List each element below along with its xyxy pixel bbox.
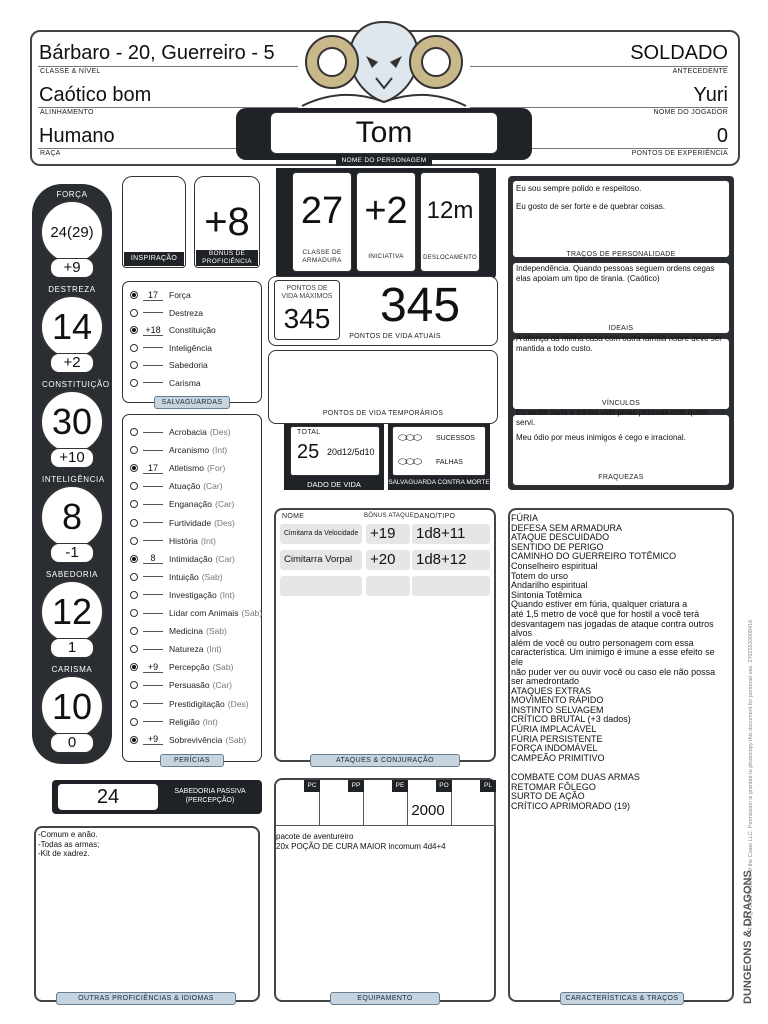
- ability-score-field[interactable]: [40, 580, 104, 644]
- skill-name: Intimidação: [169, 553, 213, 564]
- feature-line: ATAQUE DESCUIDADO: [511, 532, 610, 543]
- skill-ability: (Sab): [201, 571, 223, 582]
- skill-ability: (Int): [206, 644, 222, 655]
- skill-name: Natureza: [169, 644, 204, 655]
- skill-value[interactable]: [143, 522, 163, 523]
- race-label: RAÇA: [40, 150, 61, 157]
- hit-dice-box[interactable]: [290, 426, 380, 476]
- ability-name: CARISMA: [51, 665, 93, 674]
- save-value[interactable]: +18: [143, 325, 163, 336]
- proficiency-dot-icon[interactable]: [130, 700, 138, 708]
- skill-row[interactable]: [130, 515, 235, 531]
- xp-label: PONTOS DE EXPERIÊNCIA: [631, 150, 728, 157]
- proficiency-dot-icon[interactable]: [130, 627, 138, 635]
- attacks-col-bonus: BÔNUS ATAQUE: [364, 513, 415, 519]
- proficiency-dot-icon[interactable]: [130, 609, 138, 617]
- ability-score-field[interactable]: [40, 390, 104, 454]
- skill-value[interactable]: [143, 594, 163, 595]
- coin-label: PP: [348, 780, 364, 792]
- skill-value[interactable]: [143, 631, 163, 632]
- ability-score-field[interactable]: [40, 675, 104, 739]
- feature-line: além de você ou outro personagem com essa: [511, 637, 694, 648]
- ideals-label: IDEAIS: [608, 325, 634, 332]
- skill-row[interactable]: [130, 569, 223, 585]
- skill-row[interactable]: [130, 605, 262, 621]
- skill-row[interactable]: [130, 677, 232, 693]
- skill-ability: (Int): [219, 589, 235, 600]
- class-level-line: [38, 66, 298, 67]
- skill-value[interactable]: 8: [143, 553, 163, 564]
- armor-class-value: 27: [300, 190, 344, 232]
- other-prof-line: -Comum e anão.: [38, 830, 98, 839]
- ability-score: 24(29): [50, 223, 94, 241]
- save-row[interactable]: [130, 375, 201, 391]
- save-name: Carisma: [169, 377, 201, 388]
- hp-current-label: PONTOS DE VIDA ATUAIS: [349, 333, 441, 340]
- class-level-label: CLASSE & NÍVEL: [40, 68, 101, 75]
- skill-ability: (Int): [202, 716, 218, 727]
- ability-0: [36, 190, 108, 282]
- ability-score-field[interactable]: [40, 295, 104, 359]
- proficiency-dot-icon[interactable]: [130, 482, 138, 490]
- ability-score-field[interactable]: [40, 485, 104, 549]
- flaws-label: FRAQUEZAS: [598, 474, 644, 481]
- saves-label: SALVAGUARDAS: [154, 396, 230, 409]
- feature-line: Conselheiro espiritual: [511, 560, 598, 571]
- traits-text: [516, 184, 726, 211]
- skill-value[interactable]: [143, 432, 163, 433]
- save-row[interactable]: [130, 305, 203, 321]
- equipment-line: pacote de aventureiro: [276, 832, 354, 841]
- proficiency-dot-icon[interactable]: [130, 500, 138, 508]
- hit-dice-total-value: 25: [297, 441, 320, 463]
- skills-label: PERÍCIAS: [160, 754, 224, 767]
- skill-name: Furtividade: [169, 517, 212, 528]
- other-prof-line: -Todas as armas;: [38, 839, 100, 849]
- passive-perception-field[interactable]: [58, 784, 158, 810]
- skill-ability: (For): [206, 463, 226, 474]
- skill-row[interactable]: [130, 587, 235, 603]
- ability-name: INTELIGÊNCIA: [42, 475, 105, 484]
- skill-name: Religião: [169, 716, 200, 727]
- save-name: Destreza: [169, 307, 204, 318]
- skill-name: Sobrevivência: [169, 734, 223, 745]
- proficiency-dot-icon[interactable]: [130, 446, 138, 454]
- skill-value[interactable]: [143, 504, 163, 505]
- ability-score: 14: [51, 306, 93, 347]
- attack-damage[interactable]: [412, 576, 490, 596]
- copyright-side-text: TM & © 2020 Wizards of the Coast LLC. Permission is granted to photocopy this document for personal use. 27025533000416: [748, 619, 754, 930]
- background-label: ANTECEDENTE: [672, 68, 728, 75]
- skill-ability: (Car): [215, 553, 235, 564]
- background-value[interactable]: SOLDADO: [630, 42, 728, 64]
- dnd-logo: DUNGEONS & DRAGONS: [742, 870, 754, 1004]
- save-value[interactable]: [143, 382, 163, 383]
- proficiency-dot-icon[interactable]: [130, 555, 138, 563]
- feature-line: CAMPEÃO PRIMITIVO: [511, 752, 605, 763]
- attack-bonus[interactable]: +19: [366, 524, 410, 544]
- proficiency-dot-icon[interactable]: [130, 309, 138, 317]
- proficiency-dot-icon[interactable]: [130, 718, 138, 726]
- proficiency-dot-icon[interactable]: [130, 379, 138, 387]
- proficiency-dot-icon[interactable]: [130, 519, 138, 527]
- ability-modifier[interactable]: 0: [50, 733, 94, 753]
- character-name-label: NOME DO PERSONAGEM: [336, 156, 432, 166]
- other-proficiencies-label: OUTRAS PROFICIÊNCIAS & IDIOMAS: [56, 992, 236, 1005]
- feature-line: CRÍTICO APRIMORADO (19): [511, 800, 631, 811]
- hit-dice-total-label: TOTAL: [297, 429, 321, 436]
- skill-ability: (Int): [200, 535, 216, 546]
- skill-value[interactable]: +9: [143, 734, 163, 745]
- attack-damage[interactable]: 1d8+11: [412, 524, 490, 544]
- bonds-label: VÍNCULOS: [601, 400, 641, 407]
- feature-line: SURTO DE AÇÃO: [511, 791, 585, 802]
- hit-dice-value: 20d12/5d10: [327, 447, 375, 457]
- proficiency-dot-icon[interactable]: [130, 344, 138, 352]
- hp-temp-label: PONTOS DE VIDA TEMPORÁRIOS: [322, 410, 444, 417]
- alignment-value[interactable]: Caótico bom: [39, 84, 152, 106]
- skill-value[interactable]: [143, 703, 163, 704]
- skill-ability: (Car): [203, 481, 223, 492]
- race-line: [38, 148, 268, 149]
- speed-value: 12m: [426, 197, 474, 224]
- coin-label: PC: [304, 780, 320, 792]
- proficiency-dot-icon[interactable]: [130, 326, 138, 334]
- proficiency-dot-icon[interactable]: [130, 464, 138, 472]
- ability-score: 10: [51, 686, 93, 727]
- skill-name: Acrobacia: [169, 427, 207, 437]
- features-text: [511, 514, 731, 811]
- ability-3: [36, 475, 108, 567]
- ability-score: 8: [61, 496, 83, 537]
- ability-modifier[interactable]: -1: [50, 543, 94, 563]
- other-prof-line: -Kit de xadrez.: [38, 849, 90, 858]
- feature-line: Quando estiver em fúria, qualquer criatura a: [511, 599, 688, 610]
- initiative-value: +2: [364, 190, 408, 232]
- save-name: Sabedoria: [169, 360, 208, 370]
- flaws-line: Meu ódio por meus inimigos é cego e irracional.: [516, 433, 686, 442]
- skill-ability: (Des): [214, 517, 235, 528]
- proficiency-label: BÔNUS DE PROFICIÊNCIA: [196, 250, 258, 266]
- proficiency-dot-icon[interactable]: [130, 573, 138, 581]
- attack-name[interactable]: Cimitarra da Velocidade: [280, 524, 362, 544]
- attack-name[interactable]: Cimitarra Vorpal: [280, 550, 362, 570]
- attack-bonus[interactable]: [366, 576, 410, 596]
- proficiency-dot-icon[interactable]: [130, 591, 138, 599]
- save-value[interactable]: [143, 347, 163, 348]
- traits-label: TRAÇOS DE PERSONALIDADE: [566, 251, 676, 258]
- attack-damage[interactable]: 1d8+12: [412, 550, 490, 570]
- feature-line: característica. Um inimigo é imune a esse efeito se: [511, 647, 715, 658]
- character-name-field[interactable]: [270, 112, 498, 154]
- proficiency-dot-icon[interactable]: [130, 428, 138, 436]
- skill-ability: (Des): [227, 698, 249, 709]
- ability-name: CONSTITUIÇÃO: [42, 380, 110, 389]
- skill-value[interactable]: [143, 649, 163, 650]
- skill-value[interactable]: [143, 613, 163, 614]
- speed-box[interactable]: [420, 172, 480, 272]
- death-saves-label: SALVAGUARDA CONTRA MORTE: [388, 479, 490, 486]
- proficiency-dot-icon[interactable]: [130, 645, 138, 653]
- flaws-text: [516, 408, 726, 443]
- skill-name: Investigação: [169, 589, 217, 600]
- ram-skull-emblem-icon: [292, 16, 476, 116]
- ability-modifier[interactable]: 1: [50, 638, 94, 658]
- armor-class-box[interactable]: [292, 172, 352, 272]
- initiative-box[interactable]: [356, 172, 416, 272]
- feature-line: SENTIDO DE PERIGO: [511, 541, 604, 552]
- skill-ability: (Des): [209, 427, 231, 437]
- class-level-value[interactable]: Bárbaro - 20, Guerreiro - 5: [39, 42, 275, 64]
- skill-row[interactable]: [130, 623, 227, 639]
- hp-max-label: PONTOS DE VIDA MÁXIMOS: [281, 285, 333, 300]
- skill-value[interactable]: [143, 486, 163, 487]
- death-success-marks[interactable]: ⬭⬭⬭: [398, 432, 421, 444]
- attacks-col-dmg: DANO/TIPO: [414, 513, 456, 520]
- ability-5: [36, 665, 108, 757]
- hp-max-box[interactable]: [274, 280, 340, 340]
- hp-current-value: 345: [379, 279, 461, 332]
- skill-ability: (Car): [215, 499, 235, 510]
- skill-name: Arcanismo: [169, 445, 210, 456]
- skill-row[interactable]: [130, 442, 227, 458]
- skill-row[interactable]: [130, 424, 231, 440]
- armor-class-label: CLASSE DE ARMADURA: [302, 249, 342, 264]
- coin-label: PE: [392, 780, 408, 792]
- skill-name: Persuasão: [169, 680, 210, 691]
- proficiency-dot-icon[interactable]: [130, 663, 138, 671]
- skill-name: Medicina: [169, 626, 204, 637]
- attack-name[interactable]: [280, 576, 362, 596]
- attack-bonus[interactable]: +20: [366, 550, 410, 570]
- coin-label: PO: [436, 780, 452, 792]
- skill-ability: (Car): [212, 680, 232, 691]
- ability-score-field[interactable]: [40, 200, 104, 264]
- save-name: Força: [169, 290, 191, 300]
- feature-line: ser amedrontado: [511, 676, 580, 687]
- save-name: Inteligência: [169, 342, 213, 353]
- ability-4: [36, 570, 108, 662]
- save-value[interactable]: [143, 312, 163, 313]
- feature-line: FÚRIA: [511, 513, 538, 523]
- alignment-label: ALINHAMENTO: [40, 109, 94, 116]
- skill-value[interactable]: [143, 685, 163, 686]
- player-label: NOME DO JOGADOR: [653, 109, 728, 116]
- traits-line: Eu gosto de ser forte e de quebrar coisas.: [516, 201, 665, 211]
- traits-line: Eu sou sempre polido e respeitoso.: [516, 184, 642, 193]
- attacks-col-name: NOME: [282, 513, 305, 520]
- coin-label: PL: [480, 780, 496, 792]
- feature-line: RETOMAR FÔLEGO: [511, 781, 596, 792]
- skill-ability: (Sab): [206, 626, 227, 637]
- xp-line: [500, 148, 728, 149]
- skill-value[interactable]: [143, 450, 163, 451]
- skill-value[interactable]: +9: [143, 662, 163, 673]
- skill-name: Percepção: [169, 662, 210, 673]
- ability-2: [36, 380, 108, 472]
- feature-line: CRÍTICO BRUTAL (+3 dados): [511, 714, 631, 725]
- proficiency-dot-icon[interactable]: [130, 537, 138, 545]
- skill-ability: (Sab): [225, 734, 247, 745]
- save-name: Constituição: [169, 325, 216, 335]
- save-row[interactable]: [130, 322, 216, 338]
- feature-line: Andarilho espiritual: [511, 580, 588, 591]
- skill-name: Enganação: [169, 499, 213, 510]
- skill-name: Intuição: [169, 571, 199, 582]
- equipment-line: 20x POÇÃO DE CURA MAIOR incomum 4d4+4: [276, 841, 446, 851]
- skill-value[interactable]: [143, 540, 163, 541]
- skill-name: História: [169, 535, 198, 546]
- skill-row[interactable]: [130, 714, 218, 730]
- equipment-label: EQUIPAMENTO: [330, 992, 440, 1005]
- proficiency-dot-icon[interactable]: [130, 291, 138, 299]
- proficiency-dot-icon[interactable]: [130, 681, 138, 689]
- skill-row[interactable]: [130, 641, 222, 657]
- proficiency-dot-icon[interactable]: [130, 361, 138, 369]
- character-name-value: Tom: [355, 116, 413, 149]
- equipment-text: [276, 832, 494, 851]
- ability-name: FORÇA: [56, 190, 88, 199]
- save-value[interactable]: 17: [143, 290, 163, 301]
- initiative-label: INICIATIVA: [368, 253, 404, 260]
- xp-value[interactable]: 0: [716, 125, 728, 147]
- skill-ability: (Sab): [241, 608, 263, 618]
- death-fail-label: FALHAS: [436, 459, 463, 466]
- skill-name: Prestidigitação: [169, 698, 225, 709]
- feature-line: MOVIMENTO RÁPIDO: [511, 695, 604, 706]
- attacks-label: ATAQUES & CONJURAÇÃO: [310, 754, 460, 767]
- inspiration-label: INSPIRAÇÃO: [124, 252, 184, 266]
- death-success-label: SUCESSOS: [436, 435, 475, 442]
- death-fail-marks[interactable]: ⬭⬭⬭: [398, 456, 421, 468]
- feature-line: até 1,5 metro de você que for hostil a você terá: [511, 608, 700, 619]
- feature-line: COMBATE COM DUAS ARMAS: [511, 772, 640, 783]
- proficiency-value: +8: [204, 200, 250, 244]
- ability-modifier[interactable]: +9: [50, 258, 94, 278]
- skill-value[interactable]: [143, 721, 163, 722]
- skill-ability: (Int): [212, 445, 228, 456]
- background-line: [470, 66, 728, 67]
- other-proficiencies-text: [38, 830, 258, 859]
- skill-value[interactable]: [143, 576, 163, 577]
- feature-line: FÚRIA IMPLACÁVEL: [511, 724, 597, 735]
- skill-ability: (Sab): [212, 662, 234, 673]
- hit-dice-label: DADO DE VIDA: [307, 480, 361, 489]
- feature-line: ATAQUES EXTRAS: [511, 685, 592, 696]
- save-row[interactable]: [130, 287, 191, 303]
- save-value[interactable]: [143, 365, 163, 366]
- passive-perception-value: 24: [96, 786, 120, 808]
- skill-row[interactable]: [130, 496, 234, 512]
- bonds-text: A aliança da minha casa com outra família nobre deve ser mantida a todo custo.: [516, 334, 722, 353]
- feature-line: Sintonia Totêmica: [511, 589, 582, 600]
- proficiency-dot-icon[interactable]: [130, 736, 138, 744]
- skill-name: Lidar com Animais: [169, 608, 239, 618]
- feature-line: FÚRIA PERSISTENTE: [511, 733, 603, 744]
- ability-modifier[interactable]: +2: [50, 353, 94, 373]
- skill-row[interactable]: [130, 732, 246, 748]
- skill-row[interactable]: [130, 460, 225, 476]
- ability-modifier[interactable]: +10: [50, 448, 94, 468]
- ability-1: [36, 285, 108, 377]
- feature-line: INSTINTO SELVAGEM: [511, 704, 604, 715]
- skill-value[interactable]: 17: [143, 463, 163, 474]
- skill-row[interactable]: [130, 533, 216, 549]
- player-value[interactable]: Yuri: [693, 84, 728, 106]
- skill-name: Atuação: [169, 481, 201, 492]
- ability-score: 12: [51, 591, 93, 632]
- attacks-panel: [274, 508, 496, 762]
- skill-name: Atletismo: [169, 463, 204, 474]
- skill-row[interactable]: [130, 551, 235, 567]
- ideals-text: Independência. Quando pessoas seguem ordens cegas elas apoiam um tipo de tirania. (Caótico): [516, 264, 715, 283]
- feature-line: ele: [511, 656, 524, 667]
- feature-line: DEFESA SEM ARMADURA: [511, 522, 623, 533]
- ability-name: DESTREZA: [48, 285, 96, 294]
- flaws-line: Eu ainda daria a minha vida pelas pessoas com quem servi.: [516, 408, 709, 427]
- passive-perception-label: SABEDORIA PASSIVA (PERCEPÇÃO): [174, 788, 246, 804]
- coin-po-value[interactable]: 2000: [411, 802, 445, 819]
- feature-line: Totem do urso: [511, 570, 569, 581]
- hp-max-value: 345: [283, 303, 331, 334]
- race-value[interactable]: Humano: [39, 125, 115, 147]
- feature-line: alvos: [511, 628, 533, 639]
- skill-row[interactable]: [130, 659, 233, 675]
- ability-name: SABEDORIA: [45, 570, 99, 579]
- feature-line: CAMINHO DO GUERREIRO TOTÊMICO: [511, 551, 677, 562]
- save-row[interactable]: [130, 357, 208, 373]
- feature-line: não puder ver ou ouvir você ou caso ele não possa: [511, 666, 716, 677]
- skill-row[interactable]: [130, 478, 223, 494]
- feature-line: FORÇA INDOMÁVEL: [511, 743, 598, 754]
- save-row[interactable]: [130, 340, 212, 356]
- speed-label: DESLOCAMENTO: [423, 255, 477, 261]
- ability-score: 30: [51, 401, 93, 442]
- feature-line: desvantagem nas jogadas de ataque contra outros: [511, 618, 714, 629]
- skill-row[interactable]: [130, 696, 249, 712]
- features-label: CARACTERÍSTICAS & TRAÇOS: [560, 992, 684, 1005]
